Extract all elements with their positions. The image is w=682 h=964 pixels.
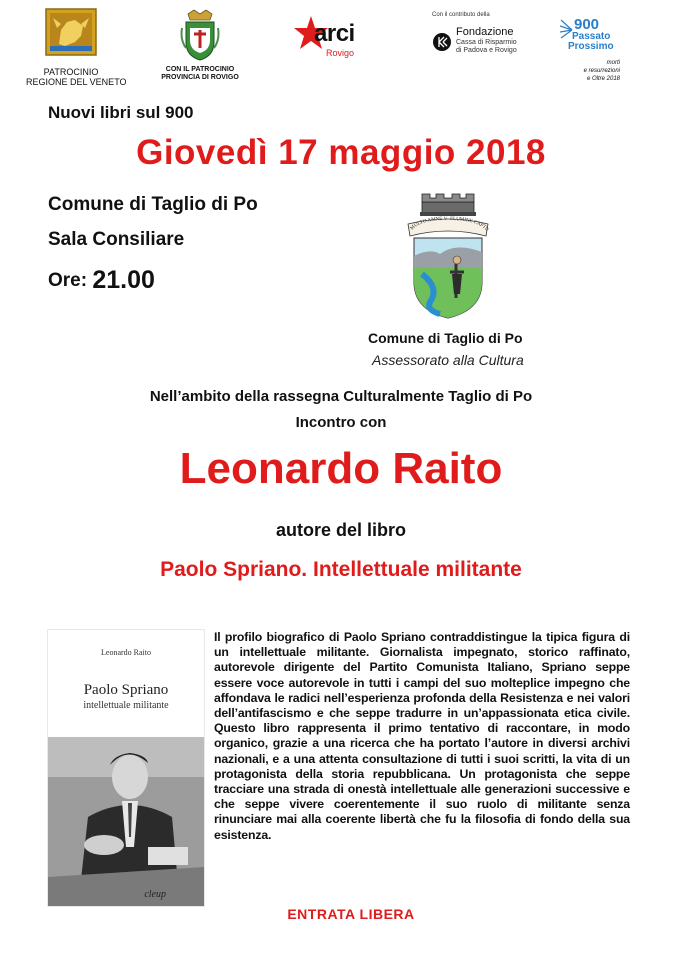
fondazione-logo-icon: [432, 32, 452, 52]
book-cover-photo-icon: [48, 737, 204, 906]
provincia-caption-2: PROVINCIA DI ROVIGO: [161, 74, 239, 81]
meeting-line: Incontro con: [295, 414, 387, 431]
novecento-caption-2: e resurrezioni: [583, 68, 620, 74]
fondazione-line2: Cassa di Risparmio: [456, 39, 517, 46]
organizer-name: Comune di Taglio di Po: [368, 330, 523, 346]
crest-motto-right: FLUMINE CAPTU: [450, 216, 490, 233]
arci-name: arci: [314, 20, 355, 47]
book-cover: [48, 630, 204, 906]
event-date: Giovedì 17 maggio 2018: [136, 133, 546, 172]
provincia-caption-1: CON IL PATROCINIO: [165, 66, 235, 73]
novecento-caption-1: morti: [606, 60, 620, 66]
taglio-di-po-crest-icon: [400, 190, 496, 322]
guest-name: Leonardo Raito: [179, 444, 503, 493]
context-line: Nell’ambito della rassegna Culturalmente Taglio di Po: [149, 388, 533, 405]
sponsor-provincia-rovigo: [160, 8, 240, 82]
crest-motto-left: MULTO AMNE V: [409, 216, 448, 232]
event-place: Comune di Taglio di Po: [48, 194, 258, 215]
book-cover-author: Leonardo Raito: [101, 648, 151, 657]
provincia-crest-icon: [180, 8, 220, 62]
event-room: Sala Consiliare: [48, 229, 185, 250]
book-description: Il profilo biografico di Paolo Spriano contraddistingue la tipica figura di un intellettuale militante. Giornalista impegnato, storico raffinato, autorevole dirigente del Partito Comunista Italiano, Spriano seppe essere voce autorevole in tutti i campi del suo molteplice impegno che affondava le radici nell’esperienza profonda della Resistenza e nei valori dell’antifascismo e che seppe tradurre in un’appassionata etica civile. Questo libro rappresenta il primo tentativo di raccontare, in modo organico, grazie a una ricerca che ha portato l’autore in diversi archivi nazionali, e a una attenta consultazione di tutti i suoi scritti, la vita di un protagonista della storia repubblicana. Un protagonista che seppe tracciare una strada di onestà intellettuale alle generazioni successive e che seppe vivere coerentemente il suo ruolo di militante senza rinunciare mai alla coerente libertà che fu la filosofia di fondo della sua esistenza.: [214, 630, 630, 842]
fondazione-line3: di Padova e Rovigo: [456, 47, 517, 54]
fondazione-name: Fondazione: [456, 26, 514, 38]
event-time-label: Ore:: [48, 270, 88, 291]
novecento-caption-3: e Oltre 2018: [586, 76, 620, 82]
book-cover-publisher: cleup: [144, 889, 166, 900]
sponsor-fondazione: [430, 12, 540, 62]
organizer-department: Assessorato alla Cultura: [372, 352, 524, 368]
book-cover-subtitle: intellettuale militante: [83, 700, 169, 711]
event-time-value: 21.00: [92, 266, 155, 294]
arci-sub: Rovigo: [326, 48, 355, 58]
novecento-title-2: Passato: [572, 31, 611, 42]
veneto-caption-2: REGIONE DEL VENETO: [26, 77, 127, 87]
book-title: Paolo Spriano. Intellettuale militante: [160, 558, 522, 581]
sponsor-900-passato-prossimo: [560, 16, 624, 92]
series-title: Nuovi libri sul 900: [48, 103, 194, 122]
novecento-title-1: 900: [574, 16, 600, 33]
veneto-caption-1: PATROCINIO: [43, 67, 99, 77]
event-time: [48, 264, 155, 293]
novecento-logo: [560, 16, 622, 56]
guest-role: autore del libro: [275, 520, 407, 540]
free-entry-label: ENTRATA LIBERA: [287, 906, 415, 922]
veneto-lion-logo-icon: [45, 8, 97, 56]
book-cover-title: Paolo Spriano: [83, 682, 169, 698]
novecento-title-3: Prossimo: [568, 41, 614, 52]
sponsor-regione-veneto: [26, 8, 127, 87]
fondazione-pre: Con il contributo della: [432, 12, 490, 18]
sponsor-arci: [292, 14, 372, 64]
